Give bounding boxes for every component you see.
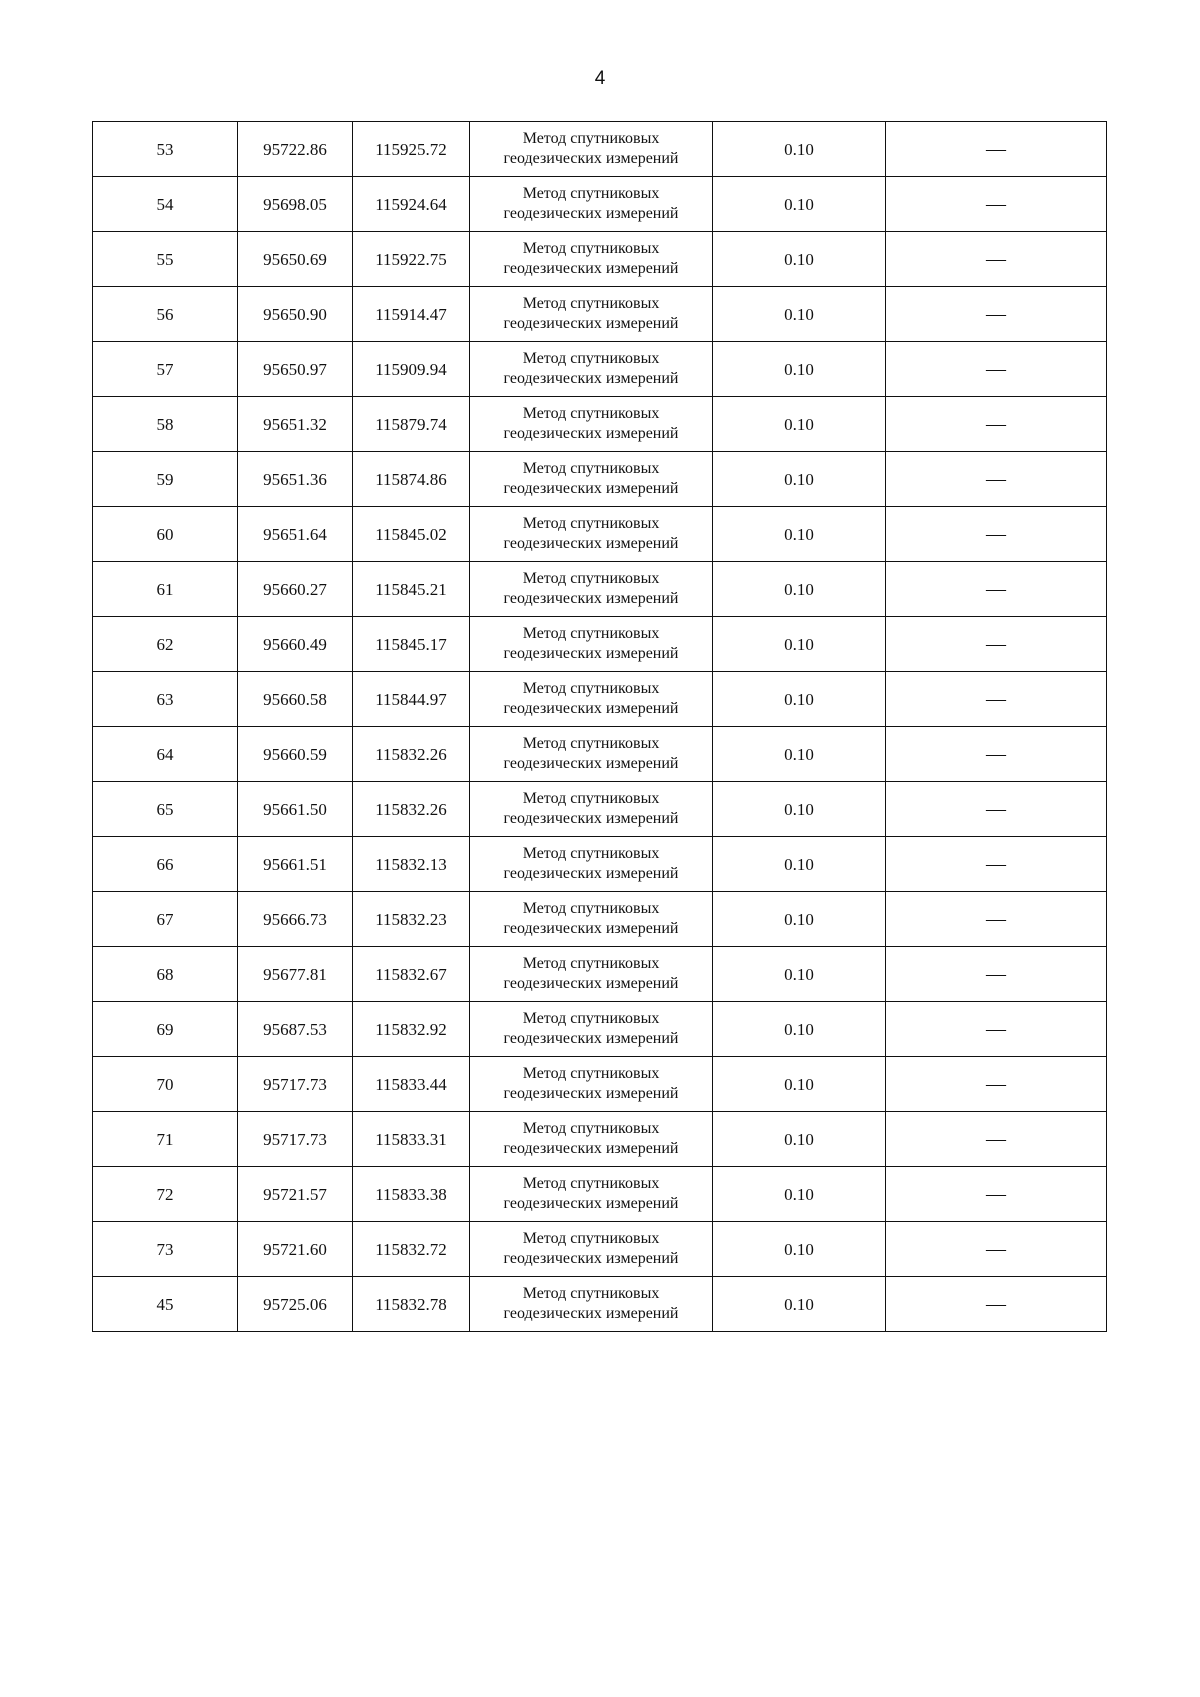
y-coordinate-cell: 115879.74 <box>353 397 470 452</box>
table-row <box>93 232 1107 287</box>
method-text-line: Метод спутниковых <box>522 1065 660 1082</box>
method-text-line: геодезических измерений <box>503 205 679 222</box>
method-text-line: Метод спутниковых <box>522 295 660 312</box>
y-coordinate-cell: 115832.13 <box>353 837 470 892</box>
accuracy-cell: 0.10 <box>713 837 886 892</box>
y-coordinate-cell: 115845.21 <box>353 562 470 617</box>
point-number-cell: 71 <box>93 1112 238 1167</box>
point-number-cell: 64 <box>93 727 238 782</box>
table-row <box>93 947 1107 1002</box>
method-text-line: геодезических измерений <box>503 1305 679 1322</box>
method-cell <box>470 342 713 397</box>
point-number-cell: 63 <box>93 672 238 727</box>
accuracy-cell: 0.10 <box>713 452 886 507</box>
y-coordinate-cell: 115832.72 <box>353 1222 470 1277</box>
x-coordinate-cell: 95698.05 <box>238 177 353 232</box>
table-row <box>93 177 1107 232</box>
accuracy-cell: 0.10 <box>713 1222 886 1277</box>
method-cell <box>470 122 713 177</box>
description-cell: — <box>886 892 1107 947</box>
method-cell <box>470 1222 713 1277</box>
x-coordinate-cell: 95677.81 <box>238 947 353 1002</box>
method-text-line: Метод спутниковых <box>522 240 660 257</box>
accuracy-cell: 0.10 <box>713 1002 886 1057</box>
accuracy-cell: 0.10 <box>713 507 886 562</box>
coordinates-table <box>92 121 1107 1332</box>
coordinates-table-body <box>93 122 1107 1332</box>
y-coordinate-cell: 115832.78 <box>353 1277 470 1332</box>
point-number-cell: 72 <box>93 1167 238 1222</box>
point-number-cell: 73 <box>93 1222 238 1277</box>
method-text-line: Метод спутниковых <box>522 130 660 147</box>
description-cell: — <box>886 782 1107 837</box>
description-cell: — <box>886 342 1107 397</box>
point-number-cell: 70 <box>93 1057 238 1112</box>
x-coordinate-cell: 95721.60 <box>238 1222 353 1277</box>
table-row <box>93 397 1107 452</box>
description-cell: — <box>886 287 1107 342</box>
method-text-line: геодезических измерений <box>503 1250 679 1267</box>
point-number-cell: 65 <box>93 782 238 837</box>
method-cell <box>470 232 713 287</box>
accuracy-cell: 0.10 <box>713 287 886 342</box>
x-coordinate-cell: 95651.36 <box>238 452 353 507</box>
method-text-line: геодезических измерений <box>503 1030 679 1047</box>
method-text-line: Метод спутниковых <box>522 1285 660 1302</box>
accuracy-cell: 0.10 <box>713 342 886 397</box>
accuracy-cell: 0.10 <box>713 177 886 232</box>
point-number-cell: 67 <box>93 892 238 947</box>
x-coordinate-cell: 95666.73 <box>238 892 353 947</box>
description-cell: — <box>886 1057 1107 1112</box>
y-coordinate-cell: 115924.64 <box>353 177 470 232</box>
x-coordinate-cell: 95717.73 <box>238 1057 353 1112</box>
y-coordinate-cell: 115925.72 <box>353 122 470 177</box>
method-text-line: Метод спутниковых <box>522 1230 660 1247</box>
method-text-line: Метод спутниковых <box>522 570 660 587</box>
accuracy-cell: 0.10 <box>713 727 886 782</box>
y-coordinate-cell: 115833.31 <box>353 1112 470 1167</box>
method-text-line: геодезических измерений <box>503 1085 679 1102</box>
y-coordinate-cell: 115874.86 <box>353 452 470 507</box>
method-text-line: геодезических измерений <box>503 755 679 772</box>
point-number-cell: 55 <box>93 232 238 287</box>
accuracy-cell: 0.10 <box>713 1167 886 1222</box>
method-text-line: геодезических измерений <box>503 480 679 497</box>
y-coordinate-cell: 115833.38 <box>353 1167 470 1222</box>
method-cell <box>470 507 713 562</box>
method-cell <box>470 287 713 342</box>
x-coordinate-cell: 95660.59 <box>238 727 353 782</box>
x-coordinate-cell: 95725.06 <box>238 1277 353 1332</box>
x-coordinate-cell: 95687.53 <box>238 1002 353 1057</box>
method-text-line: Метод спутниковых <box>522 350 660 367</box>
table-row <box>93 892 1107 947</box>
method-text-line: Метод спутниковых <box>522 790 660 807</box>
y-coordinate-cell: 115832.67 <box>353 947 470 1002</box>
method-cell <box>470 1002 713 1057</box>
y-coordinate-cell: 115914.47 <box>353 287 470 342</box>
description-cell: — <box>886 727 1107 782</box>
method-text-line: геодезических измерений <box>503 315 679 332</box>
method-cell <box>470 672 713 727</box>
table-row <box>93 1002 1107 1057</box>
y-coordinate-cell: 115845.17 <box>353 617 470 672</box>
accuracy-cell: 0.10 <box>713 892 886 947</box>
table-row <box>93 672 1107 727</box>
point-number-cell: 56 <box>93 287 238 342</box>
description-cell: — <box>886 672 1107 727</box>
method-cell <box>470 837 713 892</box>
method-text-line: Метод спутниковых <box>522 405 660 422</box>
method-cell <box>470 892 713 947</box>
description-cell: — <box>886 1002 1107 1057</box>
accuracy-cell: 0.10 <box>713 397 886 452</box>
x-coordinate-cell: 95721.57 <box>238 1167 353 1222</box>
x-coordinate-cell: 95722.86 <box>238 122 353 177</box>
method-cell <box>470 1112 713 1167</box>
method-cell <box>470 617 713 672</box>
table-row <box>93 342 1107 397</box>
y-coordinate-cell: 115922.75 <box>353 232 470 287</box>
table-row <box>93 507 1107 562</box>
method-text-line: Метод спутниковых <box>522 1175 660 1192</box>
y-coordinate-cell: 115845.02 <box>353 507 470 562</box>
x-coordinate-cell: 95661.50 <box>238 782 353 837</box>
accuracy-cell: 0.10 <box>713 947 886 1002</box>
method-cell <box>470 177 713 232</box>
y-coordinate-cell: 115832.26 <box>353 727 470 782</box>
method-text-line: Метод спутниковых <box>522 460 660 477</box>
description-cell: — <box>886 1222 1107 1277</box>
table-row <box>93 562 1107 617</box>
method-cell <box>470 452 713 507</box>
description-cell: — <box>886 1167 1107 1222</box>
x-coordinate-cell: 95661.51 <box>238 837 353 892</box>
accuracy-cell: 0.10 <box>713 672 886 727</box>
method-text-line: Метод спутниковых <box>522 1120 660 1137</box>
table-row <box>93 122 1107 177</box>
method-text-line: геодезических измерений <box>503 370 679 387</box>
table-row <box>93 1222 1107 1277</box>
description-cell: — <box>886 837 1107 892</box>
point-number-cell: 57 <box>93 342 238 397</box>
method-cell <box>470 1167 713 1222</box>
y-coordinate-cell: 115833.44 <box>353 1057 470 1112</box>
method-cell <box>470 1057 713 1112</box>
description-cell: — <box>886 397 1107 452</box>
method-cell <box>470 782 713 837</box>
accuracy-cell: 0.10 <box>713 122 886 177</box>
x-coordinate-cell: 95651.64 <box>238 507 353 562</box>
description-cell: — <box>886 177 1107 232</box>
method-text-line: Метод спутниковых <box>522 185 660 202</box>
method-text-line: геодезических измерений <box>503 425 679 442</box>
x-coordinate-cell: 95660.27 <box>238 562 353 617</box>
point-number-cell: 62 <box>93 617 238 672</box>
y-coordinate-cell: 115832.26 <box>353 782 470 837</box>
method-text-line: геодезических измерений <box>503 645 679 662</box>
point-number-cell: 61 <box>93 562 238 617</box>
method-text-line: геодезических измерений <box>503 865 679 882</box>
x-coordinate-cell: 95650.90 <box>238 287 353 342</box>
description-cell: — <box>886 232 1107 287</box>
method-cell <box>470 947 713 1002</box>
x-coordinate-cell: 95651.32 <box>238 397 353 452</box>
method-cell <box>470 562 713 617</box>
table-row <box>93 782 1107 837</box>
table-row <box>93 452 1107 507</box>
point-number-cell: 60 <box>93 507 238 562</box>
method-text-line: геодезических измерений <box>503 810 679 827</box>
method-text-line: геодезических измерений <box>503 975 679 992</box>
method-text-line: геодезических измерений <box>503 150 679 167</box>
method-text-line: Метод спутниковых <box>522 955 660 972</box>
method-text-line: геодезических измерений <box>503 535 679 552</box>
accuracy-cell: 0.10 <box>713 782 886 837</box>
table-row <box>93 617 1107 672</box>
method-text-line: Метод спутниковых <box>522 625 660 642</box>
description-cell: — <box>886 1112 1107 1167</box>
point-number-cell: 58 <box>93 397 238 452</box>
description-cell: — <box>886 947 1107 1002</box>
point-number-cell: 59 <box>93 452 238 507</box>
description-cell: — <box>886 617 1107 672</box>
y-coordinate-cell: 115844.97 <box>353 672 470 727</box>
description-cell: — <box>886 1277 1107 1332</box>
point-number-cell: 45 <box>93 1277 238 1332</box>
y-coordinate-cell: 115832.23 <box>353 892 470 947</box>
method-text-line: геодезических измерений <box>503 1140 679 1157</box>
method-text-line: Метод спутниковых <box>522 515 660 532</box>
table-row <box>93 1167 1107 1222</box>
accuracy-cell: 0.10 <box>713 1057 886 1112</box>
y-coordinate-cell: 115909.94 <box>353 342 470 397</box>
table-row <box>93 287 1107 342</box>
x-coordinate-cell: 95717.73 <box>238 1112 353 1167</box>
method-text-line: геодезических измерений <box>503 700 679 717</box>
method-cell <box>470 1277 713 1332</box>
method-text-line: геодезических измерений <box>503 260 679 277</box>
method-text-line: геодезических измерений <box>503 1195 679 1212</box>
table-row <box>93 1112 1107 1167</box>
description-cell: — <box>886 562 1107 617</box>
method-text-line: геодезических измерений <box>503 590 679 607</box>
method-text-line: Метод спутниковых <box>522 900 660 917</box>
table-row <box>93 727 1107 782</box>
point-number-cell: 54 <box>93 177 238 232</box>
point-number-cell: 66 <box>93 837 238 892</box>
table-row <box>93 1057 1107 1112</box>
point-number-cell: 69 <box>93 1002 238 1057</box>
description-cell: — <box>886 452 1107 507</box>
method-text-line: Метод спутниковых <box>522 845 660 862</box>
point-number-cell: 53 <box>93 122 238 177</box>
method-text-line: Метод спутниковых <box>522 680 660 697</box>
point-number-cell: 68 <box>93 947 238 1002</box>
x-coordinate-cell: 95650.97 <box>238 342 353 397</box>
method-text-line: Метод спутниковых <box>522 735 660 752</box>
accuracy-cell: 0.10 <box>713 617 886 672</box>
description-cell: — <box>886 507 1107 562</box>
description-cell: — <box>886 122 1107 177</box>
table-row <box>93 1277 1107 1332</box>
accuracy-cell: 0.10 <box>713 562 886 617</box>
accuracy-cell: 0.10 <box>713 1277 886 1332</box>
method-text-line: Метод спутниковых <box>522 1010 660 1027</box>
table-row <box>93 837 1107 892</box>
y-coordinate-cell: 115832.92 <box>353 1002 470 1057</box>
x-coordinate-cell: 95650.69 <box>238 232 353 287</box>
method-text-line: геодезических измерений <box>503 920 679 937</box>
accuracy-cell: 0.10 <box>713 232 886 287</box>
method-cell <box>470 727 713 782</box>
x-coordinate-cell: 95660.49 <box>238 617 353 672</box>
method-cell <box>470 397 713 452</box>
page-number: 4 <box>594 68 606 89</box>
x-coordinate-cell: 95660.58 <box>238 672 353 727</box>
accuracy-cell: 0.10 <box>713 1112 886 1167</box>
